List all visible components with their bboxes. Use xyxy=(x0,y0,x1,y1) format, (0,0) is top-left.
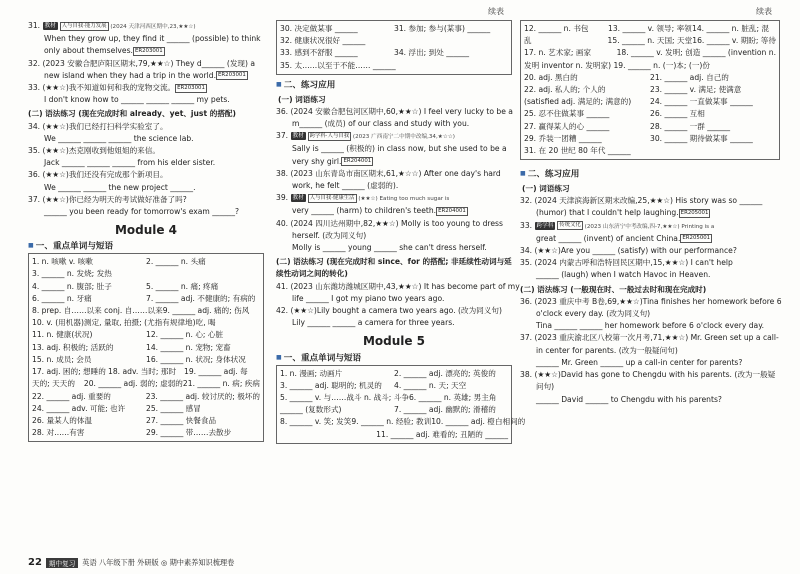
line-text: 32. (2024 天津滨海新区期末改编,25,★★☆) His story was so ______ xyxy=(520,196,763,206)
vocab-row xyxy=(280,380,508,392)
vocab-heading: ■ 一、重点单词与短语 xyxy=(276,352,512,365)
exercise-line xyxy=(276,118,512,130)
vocab-row xyxy=(524,47,776,59)
vocab-item: 12. ______ n. 心; 心脏 xyxy=(146,330,224,340)
vocab-item: 20. adj. 黑白的 xyxy=(524,72,578,82)
page-footer xyxy=(28,557,234,568)
line-text: 39. xyxy=(276,193,291,203)
grammar-heading: (二) 语法练习 (一般现在时、一般过去时和现在完成时) xyxy=(520,284,707,294)
exercise-line xyxy=(28,121,264,133)
vocab-row xyxy=(32,293,260,305)
vocab-item: 17. n. 艺术家; 画家 xyxy=(524,48,592,58)
exercise-line xyxy=(520,207,780,219)
practice-heading: ■ 二、练习应用 xyxy=(520,168,780,181)
exercise-line xyxy=(28,133,264,145)
vocab-row xyxy=(280,35,508,47)
exercise-line xyxy=(520,369,780,381)
exercise-line xyxy=(276,156,512,168)
vocab-item: 10. ______ adj. 橙白相间的 xyxy=(431,417,526,427)
vocab-item: 27. 赢得某人的心 ______ xyxy=(524,121,610,131)
ref-code: ER204001 xyxy=(343,158,372,165)
vocab-item: 21. ______ adj. 自己的 xyxy=(650,72,729,82)
vocab-row xyxy=(524,23,776,35)
exercise-line xyxy=(520,345,780,357)
source-note: (★★☆) Eating too much sugar is xyxy=(356,196,450,203)
exercise-line xyxy=(28,33,264,45)
line-text: 35. (2024 内蒙古呼和浩特回民区期中,15,★★☆) I can't help xyxy=(520,258,733,268)
exercise-line xyxy=(276,192,512,205)
vocab-item: 33. 感到不舒服 ______ xyxy=(280,48,358,58)
vocab-row xyxy=(32,268,260,280)
exercise-line xyxy=(28,58,264,70)
line-text: 38. (2023 山东青岛市南区期末,61,★☆☆) After one day's hard xyxy=(276,168,501,178)
exercise-line xyxy=(28,145,264,157)
exercise-line xyxy=(276,281,520,293)
vocab-row xyxy=(280,23,508,35)
vocab-item: 11. ______ adj. 难看的; 丑陋的 ______ xyxy=(376,429,508,439)
ref-code: 人与自我·能力发展 xyxy=(61,22,107,29)
vocab-item: 29. ______ 带……去散步 xyxy=(146,428,232,438)
vocab-item: 31. 参加; 参与(某事) ______ xyxy=(394,24,491,33)
vocab-item: 3. ______ n. 发烧; 发热 xyxy=(32,269,112,279)
vocab-row xyxy=(524,60,776,72)
line-text: I don't know how to ______ ______ ______ my pets. xyxy=(44,95,230,105)
vocab-item: 25. 忍不住做某事 ______ xyxy=(524,109,610,119)
right-column xyxy=(520,20,780,406)
line-text: 38. (★★☆)David has gone to Chengdu with his parents. (改为一般疑 xyxy=(520,370,776,380)
line-text: 31. xyxy=(28,21,43,30)
line-text: When they grow up, they find it ______ (possible) to think xyxy=(44,34,261,44)
line-text: new island when they had a trip in the world. xyxy=(44,70,217,80)
vocab-row xyxy=(32,415,260,427)
exercise-line xyxy=(276,317,512,329)
vocab-row xyxy=(280,60,508,72)
vocab-item xyxy=(394,35,508,47)
vocab-item: 13. ______ v. 领导; 率领 xyxy=(608,24,692,33)
vocab-row xyxy=(280,429,508,441)
vocab-row xyxy=(524,72,776,84)
exercise-line xyxy=(276,293,512,305)
exercise-line xyxy=(520,195,780,207)
middle-column xyxy=(276,20,526,444)
vocab-item: 2. ______ adj. 漂亮的; 英俊的 xyxy=(394,368,496,378)
vocab-box xyxy=(520,20,780,160)
vocab-item: 28. 对……有害 xyxy=(32,428,85,438)
line-text: 35. (★★☆)杰克刚收到他姐姐的来信。 xyxy=(28,146,160,156)
vocab-item: 16. ______ v. 期盼; 等待 xyxy=(692,36,776,46)
vocab-box xyxy=(28,253,264,442)
vocab-item: 5. ______ n. 痛; 疼痛 xyxy=(146,281,219,291)
vocab-item: 27. ______ 快餐食品 xyxy=(146,415,217,425)
vocab-row xyxy=(32,378,260,390)
ref-code: ER203001 xyxy=(134,47,163,54)
vocab-row xyxy=(32,427,260,439)
vocab-item: 13. adj. 积极的; 活跃的 xyxy=(32,342,114,352)
exercise-line xyxy=(28,206,264,218)
line-text: great ______ (invent) of ancient China. xyxy=(536,233,681,243)
vocab-row xyxy=(524,133,776,145)
line-text: (humor) that I couldn't help laughing. xyxy=(536,208,679,218)
line-text: 42. (★★☆)Lily bought a camera two years ago. (改为同义句) xyxy=(276,306,502,316)
line-text: 37. (2023 重庆渝北区八校第一次月考,71,★★☆) Mr. Green set up a call- xyxy=(520,333,779,343)
ref-code: ER205001 xyxy=(682,235,711,242)
exercise-line xyxy=(276,180,512,192)
vocab-row xyxy=(32,256,260,268)
vocab-item: 10. v. (用机器)测定, 量取, 拍摄; (尤指有规律地)吃, 喝 xyxy=(32,318,216,328)
footer-text: 英语 八年级下册 外研版 ◎ 期中素养知识梳理卷 xyxy=(82,557,235,567)
exercise-line xyxy=(276,143,512,155)
vocab-item: 15. ______ n. 天国; 天堂 xyxy=(607,36,693,46)
exercise-block xyxy=(28,20,264,106)
exercise-block xyxy=(28,121,264,219)
line-text: m______ (成员) of our class and study with you. xyxy=(292,119,470,129)
line-text: life ______ I got my piano two years ago. xyxy=(292,293,445,303)
vocab-item: 23. ______ v. 满足; 使满意 xyxy=(650,85,742,95)
vocab-item: 7. ______ adj. 不健康的; 有病的 xyxy=(146,293,256,303)
vocab-item: 1. n. 漫画; 动画片 xyxy=(280,368,343,378)
ref-code: ER203001 xyxy=(177,84,205,91)
vocab-row xyxy=(524,121,776,133)
category-tag: 教材 xyxy=(292,133,304,140)
line-text: 36. (2024 安徽合肥包河区期中,60,★★☆) I feel very lucky to be a xyxy=(276,106,513,116)
vocab-item xyxy=(280,429,376,441)
vocab-box xyxy=(276,365,526,444)
vocab-row xyxy=(32,317,260,329)
line-text: 33. xyxy=(520,220,535,230)
vocab-item: 6. ______ n. 英雄; 男主角 xyxy=(408,392,497,402)
line-text: work, he felt ______ (虚弱的). xyxy=(292,181,399,191)
vocab-box xyxy=(276,20,512,75)
exercise-line xyxy=(276,205,512,217)
vocab-item: 22. ______ adj. 重要的 xyxy=(32,391,111,401)
vocab-item xyxy=(146,268,260,280)
vocab-item: 7. ______ adj. 幽默的; 滑稽的 xyxy=(394,405,496,415)
exercise-block xyxy=(276,281,520,330)
vocab-row xyxy=(280,404,508,416)
line-text: 33. (★★☆)我不知道如何和我的宠物交流。 xyxy=(28,83,176,93)
exercise-line xyxy=(520,220,780,233)
vocab-item xyxy=(650,145,776,157)
vocab-item: 3. ______ adj. 聪明的; 机灵的 xyxy=(280,380,382,390)
exercise-line xyxy=(520,357,780,369)
vocab-item: 32. 健康状况很好 ______ xyxy=(280,36,366,46)
line-text: very ______ (harm) to children's teeth. xyxy=(292,206,437,216)
vocab-row xyxy=(524,108,776,120)
vocab-item: 17. adj. 困的; 想睡的 xyxy=(32,367,106,377)
vocab-row xyxy=(32,305,260,317)
vocab-item: (satisfied adj. 满足的; 满意的) xyxy=(524,97,632,107)
vocab-item: 19. ______ adj. 每 xyxy=(184,367,248,377)
vocab-item: 25. ______ 感冒 xyxy=(146,403,201,413)
vocab-item: 14. ______ n. 宠物; 宠畜 xyxy=(146,342,231,352)
ref-code: 传统文化 xyxy=(559,222,581,229)
line-text: 37. (★★☆)你已经为明天的考试做好准备了吗? xyxy=(28,194,187,204)
vocab-item: ______ (复数形式) xyxy=(280,405,342,415)
line-text: very shy girl. xyxy=(292,156,342,166)
vocab-item: 1. n. 咳嗽 v. 咳嗽 xyxy=(32,257,93,267)
page-number: 22 xyxy=(28,557,42,568)
vocab-row xyxy=(280,368,508,380)
exercise-line xyxy=(520,381,780,393)
vocab-row xyxy=(280,392,508,404)
vocab-item: 6. ______ n. 牙痛 xyxy=(32,293,92,303)
source-note: (2023 山东济宁中考改编,四-7,★★☆) Printing is a xyxy=(582,223,715,230)
vocab-row xyxy=(32,366,260,378)
line-text: 32. (2023 安徽合肥庐阳区期末,79,★★☆) They d______ (发现) a xyxy=(28,58,256,68)
vocab-row xyxy=(32,281,260,293)
ref-code: 跨学科·人与自我 xyxy=(309,132,350,139)
source-note: (2023 广西南宁二中期中改编,34,★☆☆) xyxy=(351,134,455,141)
vocab-row xyxy=(280,47,508,59)
exercise-line xyxy=(276,168,512,180)
line-text: Lily ______ ______ a camera for three years. xyxy=(292,318,455,328)
word-practice-heading: (一) 词语练习 xyxy=(278,94,326,104)
vocab-heading: ■ 一、重点单词与短语 xyxy=(28,240,264,253)
vocab-item: 20. ______ adj. 弱的; 虚弱的 xyxy=(83,379,183,389)
source-note: (2024 天津河西区期中,23,★★☆) xyxy=(108,24,196,30)
module-title: Module 4 xyxy=(114,223,178,238)
line-text: ______ you been ready for tomorrow's exam ______? xyxy=(44,207,240,217)
exercise-line xyxy=(276,130,512,143)
exercise-line xyxy=(28,182,264,194)
vocab-item: 16. ______ n. 状况; 身体状况 xyxy=(146,354,246,364)
vocab-item: 24. ______ 一直做某事 ______ xyxy=(650,97,753,107)
exercise-line xyxy=(276,230,512,242)
word-practice-heading: (一) 词语练习 xyxy=(522,184,570,194)
exercise-line xyxy=(520,269,780,281)
vocab-item: 8. ______ v. 笑; 发笑 xyxy=(280,417,352,427)
line-text: ______ Mr. Green ______ up a call-in center for parents? xyxy=(536,357,743,367)
exercise-line xyxy=(28,194,264,206)
vocab-row xyxy=(524,145,776,157)
vocab-row xyxy=(280,416,526,428)
vocab-row xyxy=(524,96,776,108)
module-title: Module 5 xyxy=(362,334,426,349)
ref-code: 人与自我·健康生活 xyxy=(309,194,355,201)
exercise-line xyxy=(520,245,780,257)
vocab-item: 乱 xyxy=(524,36,532,46)
line-text: 36. (★★☆)我们还没有完成那个新项目。 xyxy=(28,170,168,180)
vocab-item: 30. ______ 期待做某事 ______ xyxy=(650,133,753,143)
line-text: 36. (2023 重庆中考 B卷,69,★★☆)Tina finishes her homework before 6 xyxy=(520,296,782,306)
category-tag: 教材 xyxy=(292,195,304,202)
category-tag: 跨学科 xyxy=(536,222,554,229)
vocab-row xyxy=(32,329,260,341)
vocab-item: 4. ______ n. 天; 天空 xyxy=(394,380,467,390)
exercise-line xyxy=(28,157,264,169)
exercise-line xyxy=(28,82,264,94)
line-text: Sally is ______ (积极的) in class now, but she used to be a xyxy=(292,144,507,154)
exercise-line xyxy=(28,20,264,33)
vocab-row xyxy=(524,84,776,96)
vocab-item: 31. 在 20 世纪 80 年代 ______ xyxy=(524,146,631,156)
line-text: herself. (改为同义句) xyxy=(292,230,367,240)
continued-label-mid: 续表 xyxy=(488,7,504,16)
exercise-block xyxy=(276,106,512,254)
exercise-line xyxy=(520,257,780,269)
vocab-item: 26. ______ 互相 xyxy=(650,109,705,119)
exercise-line xyxy=(520,394,780,406)
line-text: 问句) xyxy=(536,382,555,392)
exercise-line xyxy=(520,320,780,332)
vocab-row xyxy=(32,391,260,403)
vocab-item: 26. 量某人的体温 xyxy=(32,415,93,425)
line-text: 40. (2024 四川达州期中,82,★★☆) Molly is too young to dress xyxy=(276,218,503,228)
footer-badge: 期中复习 xyxy=(46,558,78,568)
vocab-item: 30. 决定做某事 ______ xyxy=(280,24,358,33)
vocab-item: 11. n. 健康(状况) xyxy=(32,330,93,340)
exercise-line xyxy=(28,45,264,57)
vocab-item: 5. ______ v. 与……战斗 n. 战斗; 斗争 xyxy=(280,392,409,402)
vocab-item: 21. ______ n. 病; 疾病 xyxy=(182,379,260,389)
vocab-item: 28. ______ 一群 ______ xyxy=(650,121,731,131)
exercise-line xyxy=(520,296,780,308)
vocab-item: 9. ______ n. 经验; 教训 xyxy=(351,417,432,427)
vocab-item: 35. 太……以至于不能…… ______ xyxy=(280,60,396,70)
line-text: We ______ ______ ______ the science lab. xyxy=(44,133,194,143)
vocab-item: 天的; 天天的 xyxy=(32,379,75,389)
line-text: 41. (2023 山东潍坊潍城区期中,43,★★☆) It has become part of my xyxy=(276,281,520,291)
vocab-item: 发明 inventor n. 发明家) 19. ______ n. (一)本; (一)份 xyxy=(524,60,710,70)
line-text: ______ David ______ to Chengdu with his parents? xyxy=(536,394,722,404)
vocab-item: 4. ______ n. 腹部; 肚子 xyxy=(32,281,112,291)
vocab-item: 2. ______ n. 头痛 xyxy=(146,257,206,267)
exercise-block xyxy=(520,296,780,406)
line-text: 34. (★★☆)我们已经打扫科学实验室了。 xyxy=(28,121,168,131)
exercise-line xyxy=(276,305,512,317)
grammar-heading: (二) 语法练习 (现在完成时和 since、for 的搭配; 非延续性动词与延续性动词之间的转化) xyxy=(276,257,512,279)
ref-code: ER205001 xyxy=(680,209,709,216)
line-text: 34. (★★☆)Are you ______ (satisfy) with our performance? xyxy=(520,246,737,256)
exercise-line xyxy=(276,242,512,254)
exercise-line xyxy=(520,332,780,344)
vocab-item: 29. 乔装一团糟 ______ xyxy=(524,133,602,143)
continued-label-right: 续表 xyxy=(756,7,772,16)
vocab-item: 12. ______ n. 书包 xyxy=(524,24,589,33)
exercise-block xyxy=(520,195,780,281)
exercise-line xyxy=(276,218,512,230)
line-text: We ______ ______ the new project ______. xyxy=(44,182,196,192)
exercise-line xyxy=(276,106,512,118)
line-text: only about themselves. xyxy=(44,46,133,56)
grammar-heading: (二) 语法练习 (现在完成时和 already、yet、just 的搭配) xyxy=(28,109,236,119)
vocab-item: 9. ______ adj. 痛的; 伤风 xyxy=(162,306,250,316)
vocab-item xyxy=(710,60,776,72)
line-text: in center for parents. (改为一般疑问句) xyxy=(536,345,678,355)
vocab-item xyxy=(216,317,260,329)
vocab-row xyxy=(32,403,260,415)
ref-code: ER204001 xyxy=(438,207,466,214)
exercise-line xyxy=(520,308,780,320)
vocab-item: 24. ______ adv. 可能; 也许 xyxy=(32,403,126,413)
exercise-line xyxy=(28,70,264,82)
exercise-line xyxy=(520,233,780,245)
vocab-item: 22. adj. 私人的; 个人的 xyxy=(524,85,606,95)
line-text: ______ (laugh) when I watch Havoc in Heaven. xyxy=(536,270,711,280)
line-text: Molly is ______ young ______ she can't dress herself. xyxy=(292,243,487,253)
vocab-row xyxy=(524,35,776,47)
vocab-row xyxy=(32,354,260,366)
vocab-item: 8. prep. 自……以来 conj. 自……以来 xyxy=(32,306,163,316)
vocab-item: 14. ______ n. 脏乱; 混 xyxy=(692,24,770,33)
ref-code: ER203001 xyxy=(218,72,246,79)
practice-heading: ■ 二、练习应用 xyxy=(276,79,512,92)
vocab-item: 18. adv. 当时; 那时 xyxy=(108,367,177,377)
line-text: Tina ______ ______ her homework before 6 o'clock every day. xyxy=(536,321,765,331)
vocab-item: 34. 浮出; 到处 ______ xyxy=(394,48,470,58)
line-text: o'clock every day. (改为同义句) xyxy=(536,309,651,319)
line-text: 37. xyxy=(276,131,291,141)
category-tag: 教材 xyxy=(44,23,56,29)
vocab-item: 18. ______ v. 发明; 创造 ______ (invention n. xyxy=(616,48,776,58)
vocab-item: 23. ______ adj. 较讨厌的; 极坏的 xyxy=(145,391,260,401)
vocab-item xyxy=(396,60,508,72)
vocab-item: 15. n. 成员; 会员 xyxy=(32,354,92,364)
vocab-row xyxy=(32,342,260,354)
exercise-line xyxy=(28,169,264,181)
line-text: Jack ______ ______ ______ from his elder sister. xyxy=(44,158,216,168)
left-column xyxy=(28,20,264,442)
exercise-line xyxy=(28,94,264,106)
